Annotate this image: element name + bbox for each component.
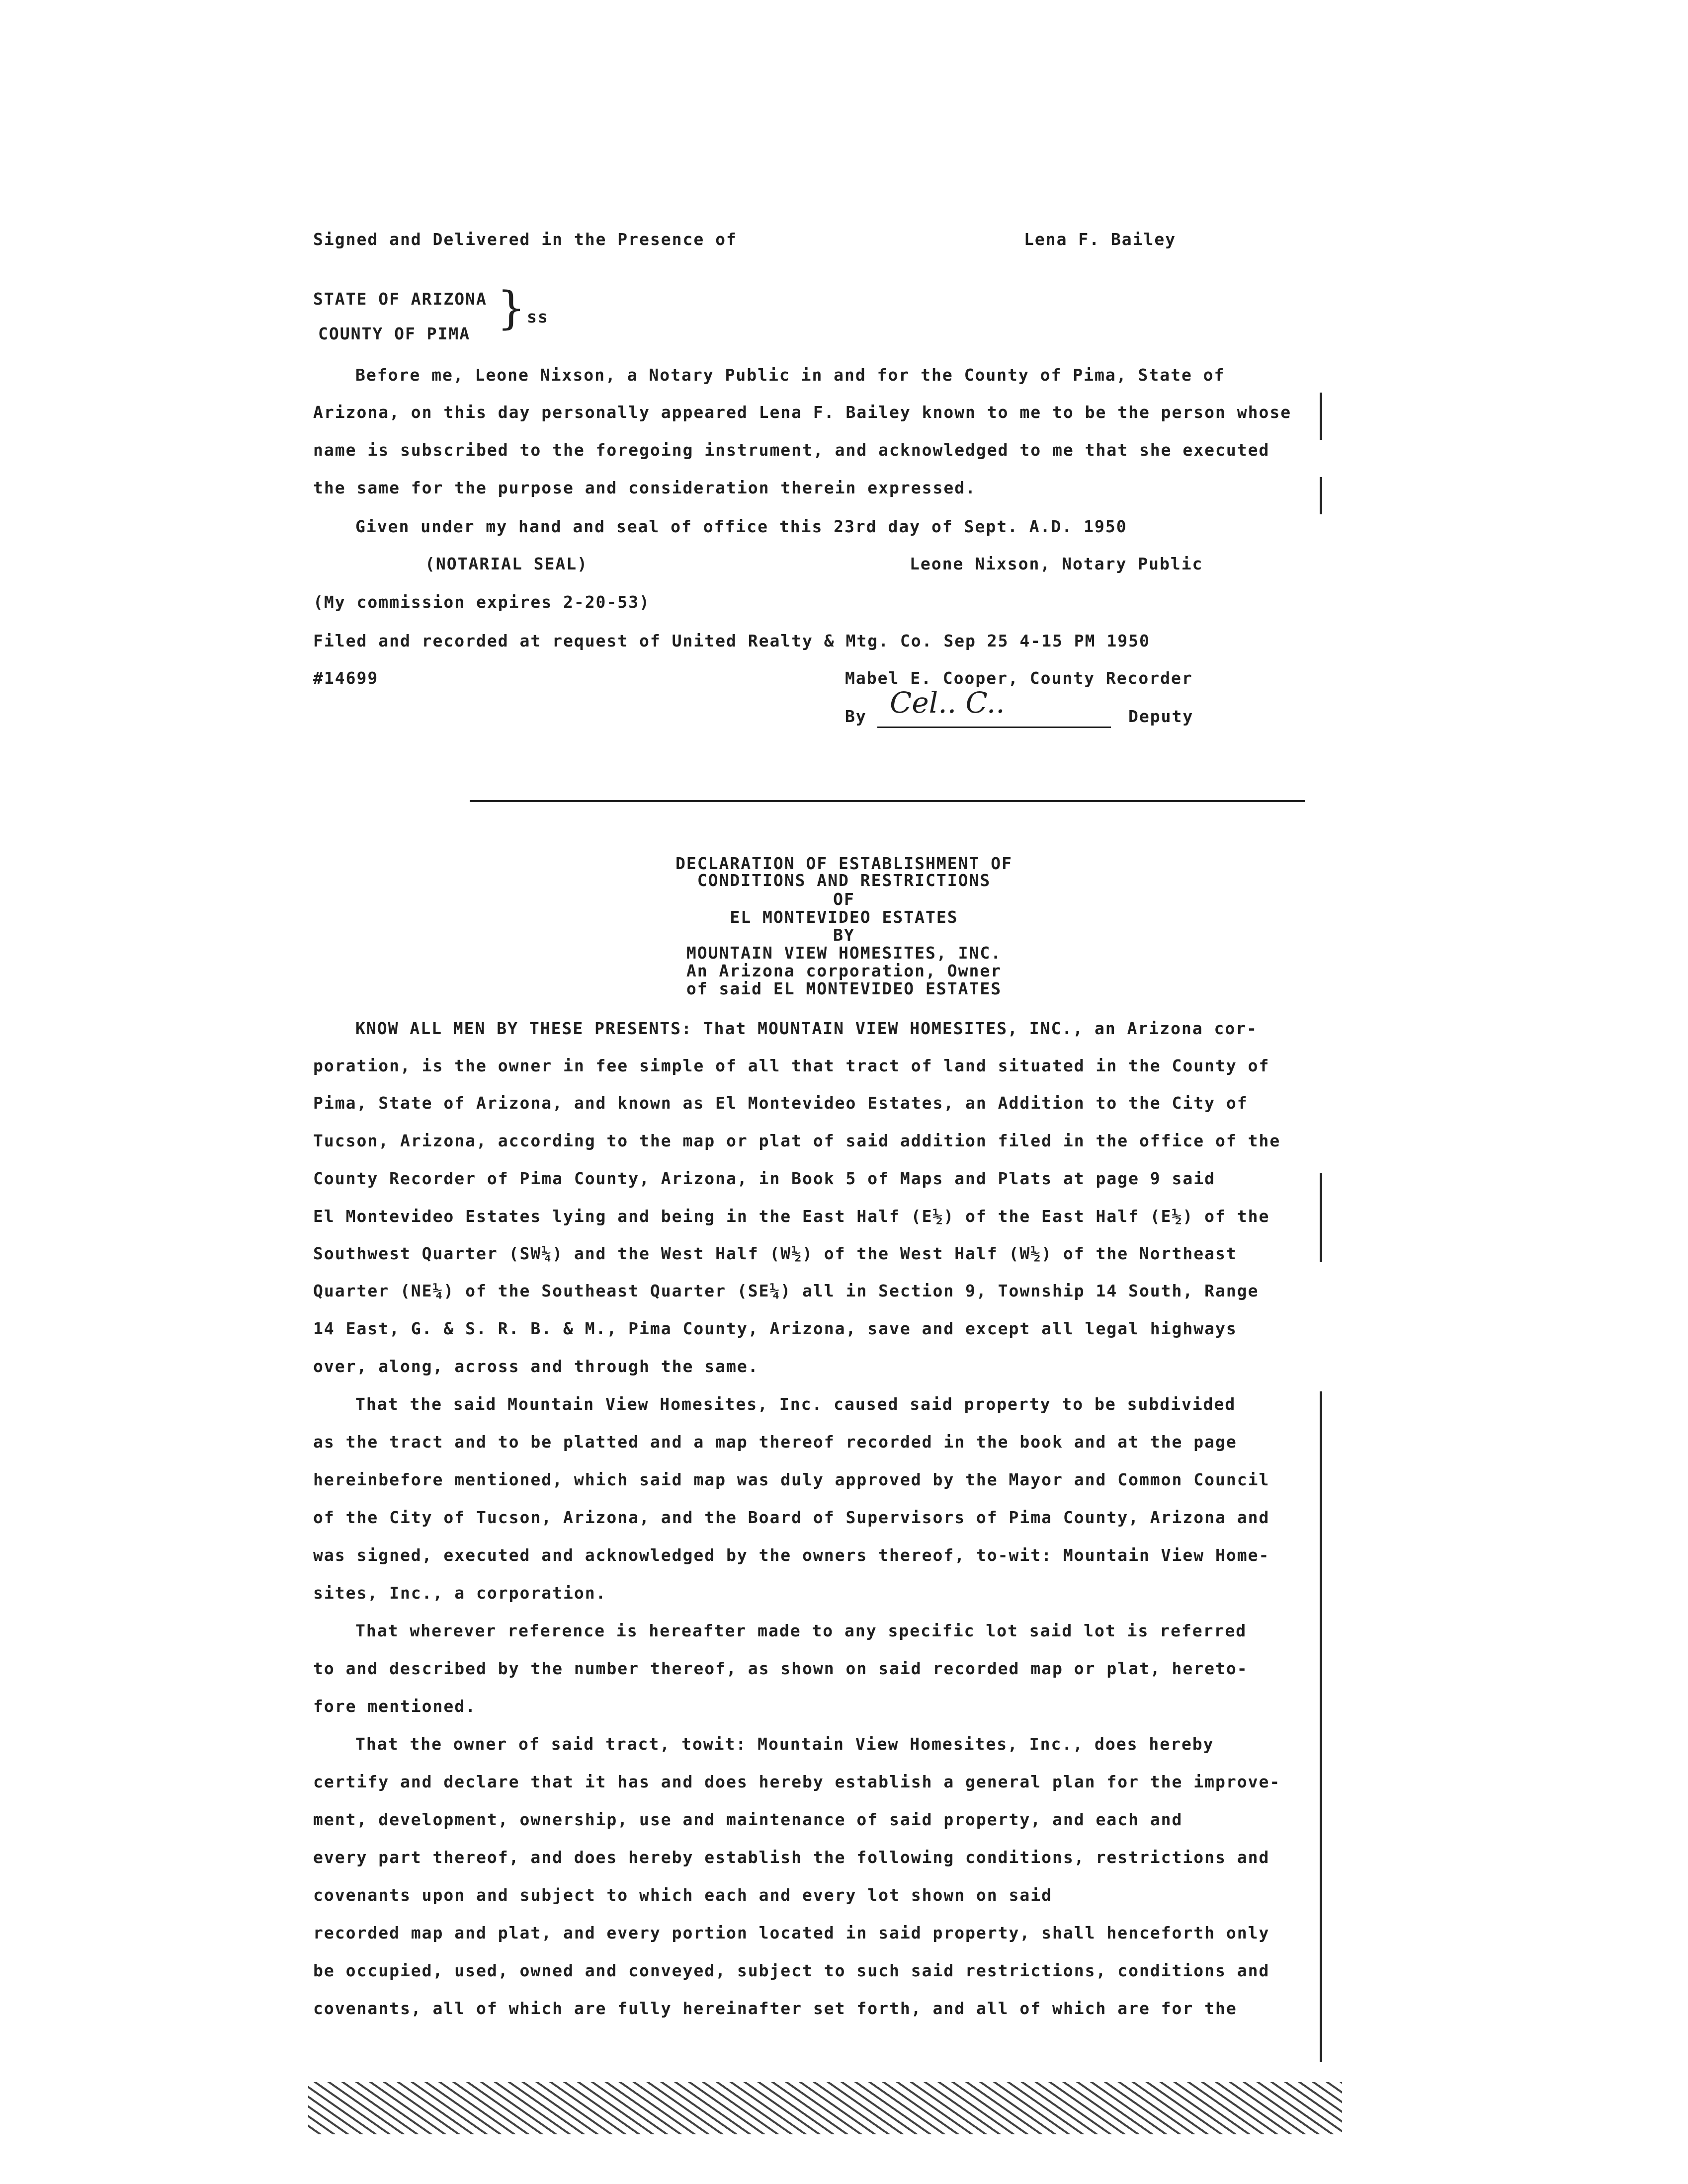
body-line-19: fore mentioned.: [313, 1697, 477, 1716]
venue-brace: }: [497, 282, 526, 334]
body-line-16: sites, Inc., a corporation.: [313, 1583, 607, 1603]
signature-line: [877, 727, 1111, 728]
declaration-title-7: An Arizona corporation, Owner: [686, 961, 1002, 980]
county-recorder: Mabel E. Cooper, County Recorder: [845, 668, 1193, 688]
section-divider: [470, 800, 1305, 802]
body-line-8: Quarter (NE¼) of the Southeast Quarter (SE¼) all in Section 9, Township 14 South, Range: [313, 1281, 1259, 1300]
body-line-27: covenants, all of which are fully hereinafter set forth, and all of which are for the: [313, 1999, 1237, 2018]
declaration-title-4: EL MONTEVIDEO ESTATES: [730, 907, 958, 927]
filed-recorded: Filed and recorded at request of United Realty & Mtg. Co. Sep 25 4-15 PM 1950: [313, 631, 1150, 650]
ack-line-1: Before me, Leone Nixson, a Notary Public in and for the County of Pima, State of: [355, 365, 1225, 385]
deputy-signature: Cel.. C..: [890, 686, 1005, 720]
body-line-26: be occupied, used, owned and conveyed, subject to such said restrictions, conditions and: [313, 1961, 1270, 1980]
margin-mark-3: [1320, 1173, 1322, 1262]
declaration-title-3: OF: [833, 890, 855, 909]
body-line-15: was signed, executed and acknowledged by the owners thereof, to-wit: Mountain View Home-: [313, 1545, 1270, 1565]
scan-noise-strip: [308, 2082, 1342, 2134]
body-line-6: El Montevideo Estates lying and being in the East Half (E½) of the East Half (E½) of the: [313, 1207, 1270, 1226]
body-line-14: of the City of Tucson, Arizona, and the Board of Supervisors of Pima County, Arizona and: [313, 1508, 1270, 1527]
declaration-title-8: of said EL MONTEVIDEO ESTATES: [686, 979, 1002, 998]
margin-mark-4: [1320, 1391, 1322, 2062]
recording-number: #14699: [313, 668, 379, 688]
ack-given: Given under my hand and seal of office this 23rd day of Sept. A.D. 1950: [355, 517, 1127, 536]
venue-county: COUNTY OF PIMA: [318, 324, 471, 343]
ack-line-3: name is subscribed to the foregoing instrument, and acknowledged to me that she executed: [313, 440, 1270, 460]
notary-commission: (My commission expires 2-20-53): [313, 592, 650, 612]
body-line-5: County Recorder of Pima County, Arizona, in Book 5 of Maps and Plats at page 9 said: [313, 1169, 1216, 1188]
body-line-12: as the tract and to be platted and a map thereof recorded in the book and at the page: [313, 1432, 1237, 1452]
body-line-9: 14 East, G. & S. R. B. & M., Pima County, Arizona, save and except all legal highways: [313, 1319, 1237, 1338]
signed-delivered-text: Signed and Delivered in the Presence of: [313, 230, 737, 249]
body-line-3: Pima, State of Arizona, and known as El Montevideo Estates, an Addition to the City of: [313, 1093, 1248, 1113]
by-label: By: [845, 707, 867, 726]
deputy-label: Deputy: [1128, 707, 1194, 726]
body-line-18: to and described by the number thereof, as shown on said recorded map or plat, hereto-: [313, 1659, 1248, 1678]
notary-name: Leone Nixson, Notary Public: [910, 554, 1203, 573]
body-line-17: That wherever reference is hereafter made to any specific lot said lot is referred: [355, 1621, 1247, 1640]
body-line-21: certify and declare that it has and does hereby establish a general plan for the improve-: [313, 1772, 1281, 1791]
body-line-1: KNOW ALL MEN BY THESE PRESENTS: That MOUNTAIN VIEW HOMESITES, INC., an Arizona cor-: [355, 1019, 1258, 1038]
body-line-2: poration, is the owner in fee simple of all that tract of land situated in the County of: [313, 1056, 1270, 1075]
body-line-4: Tucson, Arizona, according to the map or plat of said addition filed in the office of the: [313, 1131, 1281, 1150]
venue-ss: ss: [527, 307, 549, 326]
body-line-20: That the owner of said tract, towit: Mountain View Homesites, Inc., does hereby: [355, 1734, 1214, 1754]
body-line-13: hereinbefore mentioned, which said map was duly approved by the Mayor and Common Council: [313, 1470, 1270, 1489]
declaration-title-5: BY: [833, 925, 855, 945]
body-line-22: ment, development, ownership, use and maintenance of said property, and each and: [313, 1810, 1183, 1829]
body-line-11: That the said Mountain View Homesites, Inc. caused said property to be subdivided: [355, 1394, 1236, 1414]
declaration-title-2: CONDITIONS AND RESTRICTIONS: [697, 871, 991, 890]
body-line-24: covenants upon and subject to which each and every lot shown on said: [313, 1885, 1053, 1905]
margin-mark-1: [1320, 393, 1322, 440]
body-line-25: recorded map and plat, and every portion located in said property, shall henceforth only: [313, 1923, 1270, 1942]
ack-line-2: Arizona, on this day personally appeared Lena F. Bailey known to me to be the person whose: [313, 403, 1292, 422]
declaration-title-1: DECLARATION OF ESTABLISHMENT OF: [675, 854, 1013, 873]
signer-name: Lena F. Bailey: [1024, 230, 1177, 249]
notarial-seal: (NOTARIAL SEAL): [425, 554, 589, 573]
declaration-title-6: MOUNTAIN VIEW HOMESITES, INC.: [686, 943, 1002, 963]
body-line-23: every part thereof, and does hereby establish the following conditions, restrictions and: [313, 1848, 1270, 1867]
body-line-7: Southwest Quarter (SW¼) and the West Half (W½) of the West Half (W½) of the Northeast: [313, 1244, 1237, 1263]
venue-state: STATE OF ARIZONA: [313, 289, 487, 309]
margin-mark-2: [1320, 477, 1322, 514]
body-line-10: over, along, across and through the same.: [313, 1357, 759, 1376]
ack-line-4: the same for the purpose and consideration therein expressed.: [313, 478, 976, 497]
